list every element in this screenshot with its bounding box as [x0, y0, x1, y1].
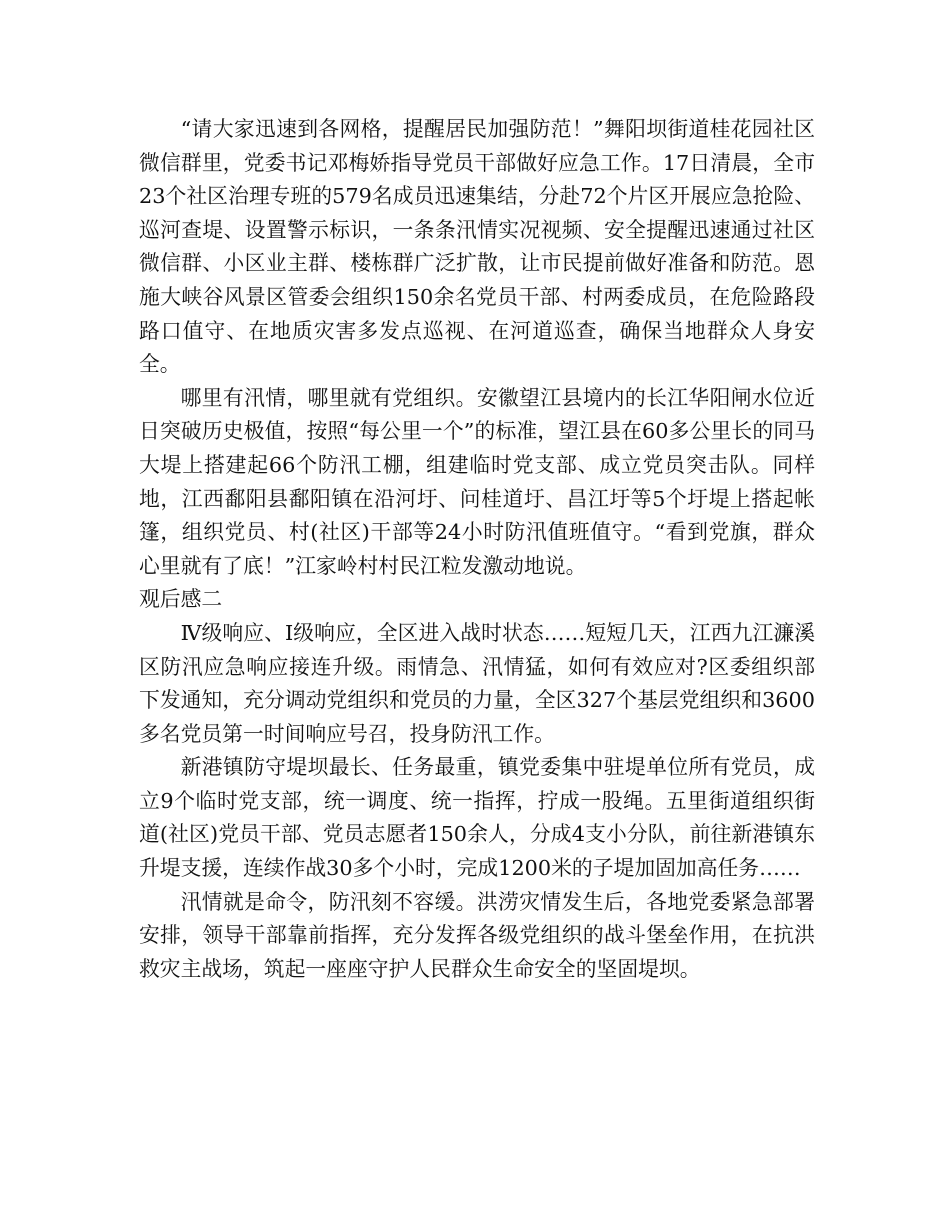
paragraph-2: 哪里有汛情，哪里就有党组织。安徽望江县境内的长江华阳闸水位近日突破历史极值，按照“每公里一个”的标准，望江县在60多公里长的同马大堤上搭建起66个防汛工棚，组建临时党支部、成立党员突击队。同样地，江西鄱阳县鄱阳镇在沿河圩、问桂道圩、昌江圩等5个圩堤上搭起帐篷，组织党员、村(社区)干部等24小时防汛值班值守。“看到党旗，群众心里就有了底！”江家岭村村民江粒发激动地说。: [139, 385, 815, 578]
paragraph-1: “请大家迅速到各网格，提醒居民加强防范！”舞阳坝街道桂花园社区微信群里，党委书记邓梅娇指导党员干部做好应急工作。17日清晨，全市23个社区治理专班的579名成员迅速集结，分赴72个片区开展应急抢险、巡河查堤、设置警示标识，一条条汛情实况视频、安全提醒迅速通过社区微信群、小区业主群、楼栋群广泛扩散，让市民提前做好准备和防范。恩施大峡谷风景区管委会组织150余名党员干部、村两委成员，在危险路段路口值守、在地质灾害多发点巡视、在河道巡查，确保当地群众人身安全。: [139, 117, 815, 377]
paragraph-5: 汛情就是命令，防汛刻不容缓。洪涝灾情发生后，各地党委紧急部署安排，领导干部靠前指挥，充分发挥各级党组织的战斗堡垒作用，在抗洪救灾主战场，筑起一座座守护人民群众生命安全的坚固堤坝。: [139, 889, 815, 981]
document-body: [139, 113, 815, 986]
section-heading: 观后感二: [139, 587, 223, 612]
paragraph-3: Ⅳ级响应、Ⅰ级响应，全区进入战时状态……短短几天，江西九江濂溪区防汛应急响应接连升级。雨情急、汛情猛，如何有效应对?区委组织部下发通知，充分调动党组织和党员的力量，全区327个基层党组织和3600多名党员第一时间响应号召，投身防汛工作。: [139, 620, 815, 746]
paragraph-4: 新港镇防守堤坝最长、任务最重，镇党委集中驻堤单位所有党员，成立9个临时党支部，统一调度、统一指挥，拧成一股绳。五里街道组织街道(社区)党员干部、党员志愿者150余人，分成4支小分队，前往新港镇东升堤支援，连续作战30多个小时，完成1200米的子堤加固加高任务……: [139, 755, 815, 881]
